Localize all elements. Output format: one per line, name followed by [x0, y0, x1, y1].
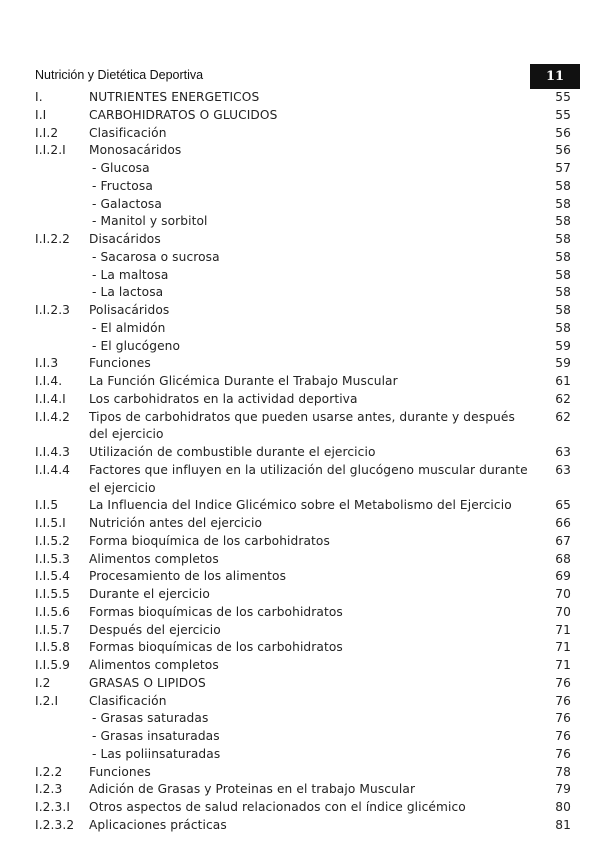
- toc-entry: [35, 178, 575, 196]
- section-title: - Fructosa: [92, 178, 153, 193]
- toc-entry: [35, 551, 575, 569]
- section-title: La Influencia del Indice Glicémico sobre el Metabolismo del Ejercicio: [89, 498, 512, 513]
- page-number: 58: [555, 303, 571, 317]
- section-title: - El glucógeno: [92, 338, 181, 353]
- section-number: I.2.3.I: [35, 800, 71, 815]
- toc-entry: [35, 284, 575, 302]
- section-title: - La lactosa: [92, 285, 164, 300]
- section-title: Monosacáridos: [89, 143, 182, 158]
- toc-entry: [35, 125, 575, 143]
- page-number: 80: [555, 800, 571, 815]
- section-title: Formas bioquímicas de los carbohidratos: [89, 604, 343, 619]
- section-number: I.2.3: [35, 782, 63, 797]
- section-title: - Las poliinsaturadas: [92, 746, 221, 761]
- section-title: Procesamiento de los alimentos: [89, 569, 287, 584]
- section-number: I.I.5.4: [35, 569, 71, 584]
- page-number: 56: [555, 143, 571, 158]
- toc-entry: [35, 586, 575, 604]
- toc-entry: [35, 710, 575, 728]
- section-number: I.I.5.9: [35, 658, 71, 673]
- section-title: NUTRIENTES ENERGETICOS: [89, 90, 260, 104]
- running-header: Nutrición y Dietética Deportiva: [35, 68, 204, 82]
- toc-entry: [35, 196, 575, 214]
- page-number: 79: [555, 782, 571, 797]
- section-title: Otros aspectos de salud relacionados con el índice glicémico: [89, 800, 466, 815]
- page-number: 56: [555, 125, 571, 140]
- section-number: I.I.5: [35, 498, 59, 513]
- toc-entry: [35, 444, 575, 462]
- page-number: 58: [555, 196, 571, 211]
- section-title: Adición de Grasas y Proteinas en el trabajo Muscular: [89, 782, 416, 797]
- page-number: 58: [555, 285, 571, 300]
- toc-entry: [35, 568, 575, 586]
- toc-entry: [35, 781, 575, 799]
- section-number: I.I.4.3: [35, 445, 71, 460]
- page-number: 67: [555, 533, 571, 548]
- toc-entry: [35, 639, 575, 657]
- toc-entry: [35, 799, 575, 817]
- table-of-contents: [35, 89, 575, 835]
- toc-entry: [35, 409, 575, 445]
- page-number: 76: [555, 675, 571, 690]
- section-number: I.2.2: [35, 764, 63, 779]
- page-number: 71: [555, 658, 571, 673]
- page-number: 59: [555, 356, 571, 371]
- section-number: I.I.2.3: [35, 303, 71, 317]
- section-number: I.I.5.8: [35, 640, 71, 655]
- toc-entry: [35, 213, 575, 231]
- toc-entry: [35, 657, 575, 675]
- section-title: Los carbohidratos en la actividad deportiva: [89, 391, 358, 406]
- page-number: 61: [555, 374, 571, 388]
- section-title: - Grasas saturadas: [92, 711, 209, 726]
- page-number: 55: [555, 107, 571, 122]
- section-number: I.I.4.2: [35, 409, 71, 424]
- toc-entry: [35, 817, 575, 835]
- section-title: Utilización de combustible durante el ejercicio: [89, 445, 376, 460]
- section-title: - La maltosa: [92, 267, 169, 282]
- section-title: Funciones: [89, 764, 151, 779]
- page-number: 62: [555, 391, 571, 406]
- toc-entry: [35, 355, 575, 373]
- toc-entry: [35, 728, 575, 746]
- page-number: 76: [555, 693, 571, 708]
- page-number: 65: [555, 498, 571, 513]
- section-title: Forma bioquímica de los carbohidratos: [89, 533, 330, 548]
- page-number: 76: [555, 711, 571, 726]
- toc-entry: [35, 764, 575, 782]
- section-title: - El almidón: [92, 320, 166, 335]
- section-number: I.2.I: [35, 693, 59, 708]
- page-number: 63: [555, 445, 571, 460]
- section-title: Clasificación: [89, 693, 167, 708]
- section-title: - Galactosa: [92, 196, 162, 211]
- page-number: 71: [555, 640, 571, 655]
- page-number: 55: [555, 90, 571, 104]
- section-number: I.: [35, 90, 43, 104]
- section-title: - Grasas insaturadas: [92, 729, 220, 744]
- page-number: 70: [555, 587, 571, 602]
- page-number: 78: [555, 764, 571, 779]
- toc-entry: [35, 373, 575, 391]
- section-number: I.I.5.2: [35, 533, 71, 548]
- section-title: Durante el ejercicio: [89, 587, 210, 602]
- section-title: Después del ejercicio: [89, 622, 221, 637]
- toc-entry: [35, 142, 575, 160]
- page-number: 81: [555, 817, 571, 832]
- toc-entry: [35, 302, 575, 320]
- toc-entry: [35, 604, 575, 622]
- section-title: Clasificación: [89, 125, 167, 140]
- toc-entry: [35, 497, 575, 515]
- section-title: La Función Glicémica Durante el Trabajo Muscular: [89, 374, 398, 388]
- toc-entry: [35, 89, 575, 107]
- toc-entry: [35, 746, 575, 764]
- section-number: I.I.5.6: [35, 604, 71, 619]
- section-number: I.2: [35, 675, 51, 690]
- section-number: I.I.4.I: [35, 391, 66, 406]
- section-title: Polisacáridos: [89, 303, 170, 317]
- toc-entry: [35, 249, 575, 267]
- section-number: I.I.5.3: [35, 551, 71, 566]
- toc-entry: [35, 391, 575, 409]
- section-number: I.I.5.I: [35, 516, 66, 531]
- page-number: 57: [555, 161, 571, 175]
- toc-entry: [35, 231, 575, 249]
- page-number: 68: [555, 551, 571, 566]
- section-title: GRASAS O LIPIDOS: [89, 675, 206, 690]
- section-title: - Glucosa: [92, 161, 150, 175]
- section-title: - Sacarosa o sucrosa: [92, 249, 220, 264]
- page-number: 76: [555, 746, 571, 761]
- section-title: Aplicaciones prácticas: [89, 817, 227, 832]
- section-number: I.I.2.2: [35, 232, 71, 246]
- section-number: I.I.2.I: [35, 143, 66, 158]
- toc-entry: [35, 622, 575, 640]
- section-number: I.I.4.: [35, 374, 63, 388]
- page-number: 71: [555, 622, 571, 637]
- page-number: 70: [555, 604, 571, 619]
- toc-entry: [35, 320, 575, 338]
- page-number: 59: [555, 338, 571, 353]
- toc-entry: [35, 107, 575, 125]
- toc-entry: [35, 515, 575, 533]
- section-title: Formas bioquímicas de los carbohidratos: [89, 640, 343, 655]
- section-title: Nutrición antes del ejercicio: [89, 516, 263, 531]
- section-title: Alimentos completos: [89, 551, 219, 566]
- section-title: - Manitol y sorbitol: [92, 214, 208, 229]
- section-number: I.I.4.4: [35, 462, 71, 477]
- page-number: 62: [555, 409, 571, 424]
- section-title: Factores que influyen en la utilización del glucógeno muscular durante el ejercicio: [89, 462, 528, 495]
- page-number: 58: [555, 232, 571, 246]
- section-number: I.2.3.2: [35, 817, 75, 832]
- section-title: CARBOHIDRATOS O GLUCIDOS: [89, 107, 278, 122]
- page-number-badge: 11: [530, 64, 580, 89]
- page-number: 58: [555, 249, 571, 264]
- page-number: 69: [555, 569, 571, 584]
- page-number: 63: [555, 462, 571, 477]
- section-number: I.I.5.5: [35, 587, 71, 602]
- toc-entry: [35, 675, 575, 693]
- toc-entry: [35, 338, 575, 356]
- section-title: Disacáridos: [89, 232, 161, 246]
- page-number: 76: [555, 729, 571, 744]
- section-number: I.I: [35, 107, 47, 122]
- section-number: I.I.2: [35, 125, 59, 140]
- toc-entry: [35, 533, 575, 551]
- page-number: 58: [555, 267, 571, 282]
- page-number: 58: [555, 214, 571, 229]
- section-title: Tipos de carbohidratos que pueden usarse antes, durante y después del ejercicio: [89, 409, 515, 442]
- page-number: 58: [555, 178, 571, 193]
- toc-entry: [35, 462, 575, 498]
- toc-entry: [35, 267, 575, 285]
- section-number: I.I.5.7: [35, 622, 71, 637]
- toc-entry: [35, 160, 575, 178]
- page-number: 66: [555, 516, 571, 531]
- toc-entry: [35, 693, 575, 711]
- page-number: 58: [555, 320, 571, 335]
- section-title: Alimentos completos: [89, 658, 219, 673]
- section-title: Funciones: [89, 356, 151, 371]
- section-number: I.I.3: [35, 356, 59, 371]
